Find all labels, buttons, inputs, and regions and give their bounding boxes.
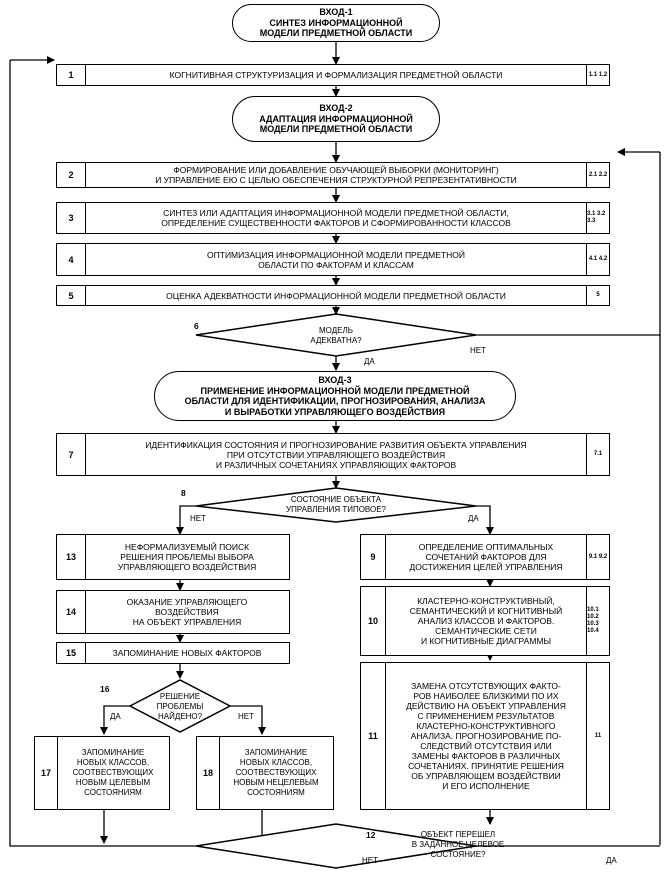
step-text: СИНТЕЗ ИЛИ АДАПТАЦИЯ ИНФОРМАЦИОННОЙ МОДЕЛИ ПРЕДМЕТНОЙ ОБЛАСТИ, ОПРЕДЕЛЕНИЕ СУЩЕСТВЕННОСТИ ФАКТОРОВ И СФОРМИРОВАННОСТИ КЛАССОВ (161, 208, 511, 228)
step-number: 1 (57, 65, 86, 85)
step-number: 7 (57, 434, 86, 475)
step-text: КОГНИТИВНАЯ СТРУКТУРИЗАЦИЯ И ФОРМАЛИЗАЦИЯ ПРЕДМЕТНОЙ ОБЛАСТИ (169, 70, 503, 80)
step-1-box (56, 64, 610, 86)
step-number: 10 (361, 587, 386, 655)
step-text: КЛАСТЕРНО-КОНСТРУКТИВНЫЙ, СЕМАНТИЧЕСКИЙ И КОГНИТИВНЫЙ АНАЛИЗ КЛАССОВ И ФАКТОРОВ. СЕМАНТИЧЕСКИЕ СЕТИ И КОГНИТИВНЫЕ ДИАГРАММЫ (409, 596, 563, 646)
step-number: 11 (361, 663, 386, 809)
step-10-box (360, 586, 610, 656)
decision-16-text: РЕШЕНИЕ ПРОБЛЕМЫ НАЙДЕНО? (156, 692, 204, 721)
step-13-box (56, 534, 290, 580)
step-text: ФОРМИРОВАНИЕ ИЛИ ДОБАВЛЕНИЕ ОБУЧАЮЩЕЙ ВЫБОРКИ (МОНИТОРИНГ) И УПРАВЛЕНИЕ ЕЮ С ЦЕЛЬЮ ОБЕСПЕЧЕНИЯ СТРУКТУРНОЙ РЕПРЕЗЕНТАТИВНОСТИ (155, 165, 517, 185)
step-text: ОПТИМИЗАЦИЯ ИНФОРМАЦИОННОЙ МОДЕЛИ ПРЕДМЕТНОЙ ОБЛАСТИ ПО ФАКТОРАМ И КЛАССАМ (207, 249, 465, 270)
decision-6-number: 6 (194, 321, 199, 331)
step-text: ИДЕНТИФИКАЦИЯ СОСТОЯНИЯ И ПРОГНОЗИРОВАНИЕ РАЗВИТИЯ ОБЪЕКТА УПРАВЛЕНИЯ ПРИ ОТСУТСТВИИ УПРАВЛЯЮЩЕГО ВОЗДЕЙСТВИЯ И РАЗЛИЧНЫХ СОЧЕТАНИЯХ УПРАВЛЯЮЩИХ ФАКТОРОВ (145, 439, 527, 470)
step-number: 2 (57, 163, 86, 187)
step-7-box (56, 433, 610, 476)
decision-6-yes: ДА (364, 357, 375, 366)
step-text: ЗАПОМИНАНИЕ НОВЫХ ФАКТОРОВ (112, 648, 262, 658)
decision-8-no: НЕТ (190, 514, 206, 523)
step-number: 18 (197, 737, 220, 809)
step-ref: 11 (586, 663, 609, 809)
step-3-box (56, 202, 610, 234)
step-ref: 3.1 3.2 3.3 (586, 203, 609, 233)
decision-12-number: 12 (366, 830, 376, 840)
step-ref: 4.1 4.2 (586, 244, 609, 275)
step-2-box (56, 162, 610, 188)
step-text: ЗАПОМИНАНИЕ НОВЫХ КЛАССОВ, СООТВЕСТВУЮЩИХ НОВЫМ ЦЕЛЕВЫМ СОСТОЯНИЯМ (72, 748, 154, 797)
decision-6-no: НЕТ (470, 346, 486, 355)
step-9-box (360, 534, 610, 580)
decision-12-text: ОБЪЕКТ ПЕРЕШЕЛ В ЗАДАННОЕ ЦЕЛЕВОЕ СОСТОЯНИЕ? (411, 830, 505, 859)
step-ref: 9.1 9.2 (586, 535, 609, 579)
step-17-box (34, 736, 170, 810)
step-number: 4 (57, 244, 86, 275)
step-15-box (56, 642, 290, 664)
decision-8-number: 8 (181, 488, 186, 498)
entry-1: ВХОД-1 СИНТЕЗ ИНФОРМАЦИОННОЙ МОДЕЛИ ПРЕДМЕТНОЙ ОБЛАСТИ (232, 4, 440, 42)
step-14-box (56, 590, 290, 634)
step-18-box (196, 736, 334, 810)
step-number: 17 (35, 737, 58, 809)
decision-6-text: МОДЕЛЬ АДЕКВАТНА? (310, 326, 362, 345)
step-5-box (56, 285, 610, 306)
step-number: 15 (57, 643, 86, 663)
step-number: 13 (57, 535, 86, 579)
step-number: 3 (57, 203, 86, 233)
step-11-box (360, 662, 610, 810)
step-number: 14 (57, 591, 86, 633)
decision-16-number: 16 (100, 684, 110, 694)
step-ref: 5 (586, 286, 609, 305)
step-ref: 2.1 2.2 (586, 163, 609, 187)
entry-2: ВХОД-2 АДАПТАЦИЯ ИНФОРМАЦИОННОЙ МОДЕЛИ ПРЕДМЕТНОЙ ОБЛАСТИ (232, 96, 440, 142)
step-4-box (56, 243, 610, 276)
step-text: ЗАПОМИНАНИЕ НОВЫХ КЛАССОВ, СООТВЕСТВУЮЩИХ НОВЫМ НЕЦЕЛЕВЫМ СОСТОЯНИЯМ (233, 748, 319, 797)
step-number: 9 (361, 535, 386, 579)
decision-12-no: НЕТ (362, 856, 378, 865)
decision-16-yes: ДА (110, 712, 121, 721)
step-ref: 7.1 (586, 434, 609, 475)
step-text: ОКАЗАНИЕ УПРАВЛЯЮЩЕГО ВОЗДЕЙСТВИЯ НА ОБЪЕКТ УПРАВЛЕНИЯ (126, 597, 248, 627)
step-text: ОПРЕДЕЛЕНИЕ ОПТИМАЛЬНЫХ СОЧЕТАНИЙ ФАКТОРОВ ДЛЯ ДОСТИЖЕНИЯ ЦЕЛЕЙ УПРАВЛЕНИЯ (409, 542, 563, 572)
step-text: ОЦЕНКА АДЕКВАТНОСТИ ИНФОРМАЦИОННОЙ МОДЕЛИ ПРЕДМЕТНОЙ ОБЛАСТИ (166, 290, 506, 301)
decision-12-yes: ДА (606, 856, 617, 865)
decision-16-no: НЕТ (238, 712, 254, 721)
decision-8-text: СОСТОЯНИЕ ОБЪЕКТА УПРАВЛЕНИЯ ТИПОВОЕ? (285, 495, 386, 514)
entry-3: ВХОД-3 ПРИМЕНЕНИЕ ИНФОРМАЦИОННОЙ МОДЕЛИ ПРЕДМЕТНОЙ ОБЛАСТИ ДЛЯ ИДЕНТИФИКАЦИИ, ПРОГНОЗИРОВАНИЯ, АНАЛИЗА И ВЫРАБОТКИ УПРАВЛЯЮЩЕГО ВОЗДЕЙСТВИЯ (154, 371, 516, 421)
step-number: 5 (57, 286, 86, 305)
step-ref: 1.1 1.2 (586, 65, 609, 85)
step-text: НЕФОРМАЛИЗУЕМЫЙ ПОИСК РЕШЕНИЯ ПРОБЛЕМЫ ВЫБОРА УПРАВЛЯЮЩЕГО ВОЗДЕЙСТВИЯ (117, 542, 257, 572)
step-text: ЗАМЕНА ОТСУТСТВУЮЩИХ ФАКТО- РОВ НАИБОЛЕЕ БЛИЗКИМИ ПО ИХ ДЕЙСТВИЮ НА ОБЪЕКТ УПРАВЛЕНИЯ С ПРИМЕНЕНИЕМ РЕЗУЛЬТАТОВ КЛАСТЕРНО-КОНСТРУКТИВНОГО АНАЛИЗА. ПРОГНОЗИРОВАНИЕ ПО- СЛЕДСТВИЙ ОТСУТСТВИЯ ИЛИ ЗАМЕНЫ ФАКТОРОВ В РАЗЛИЧНЫХ СОЧЕТАНИЯХ. ПРИНЯТИЕ РЕШЕНИЯ ОБ УПРАВЛЯЮЩЕМ ВОЗДЕЙСТВИИ И ЕГО ИСПОЛНЕНИЕ (406, 681, 566, 791)
step-ref: 10.1 10.2 10.3 10.4 (586, 587, 609, 655)
decision-8-yes: ДА (468, 514, 479, 523)
